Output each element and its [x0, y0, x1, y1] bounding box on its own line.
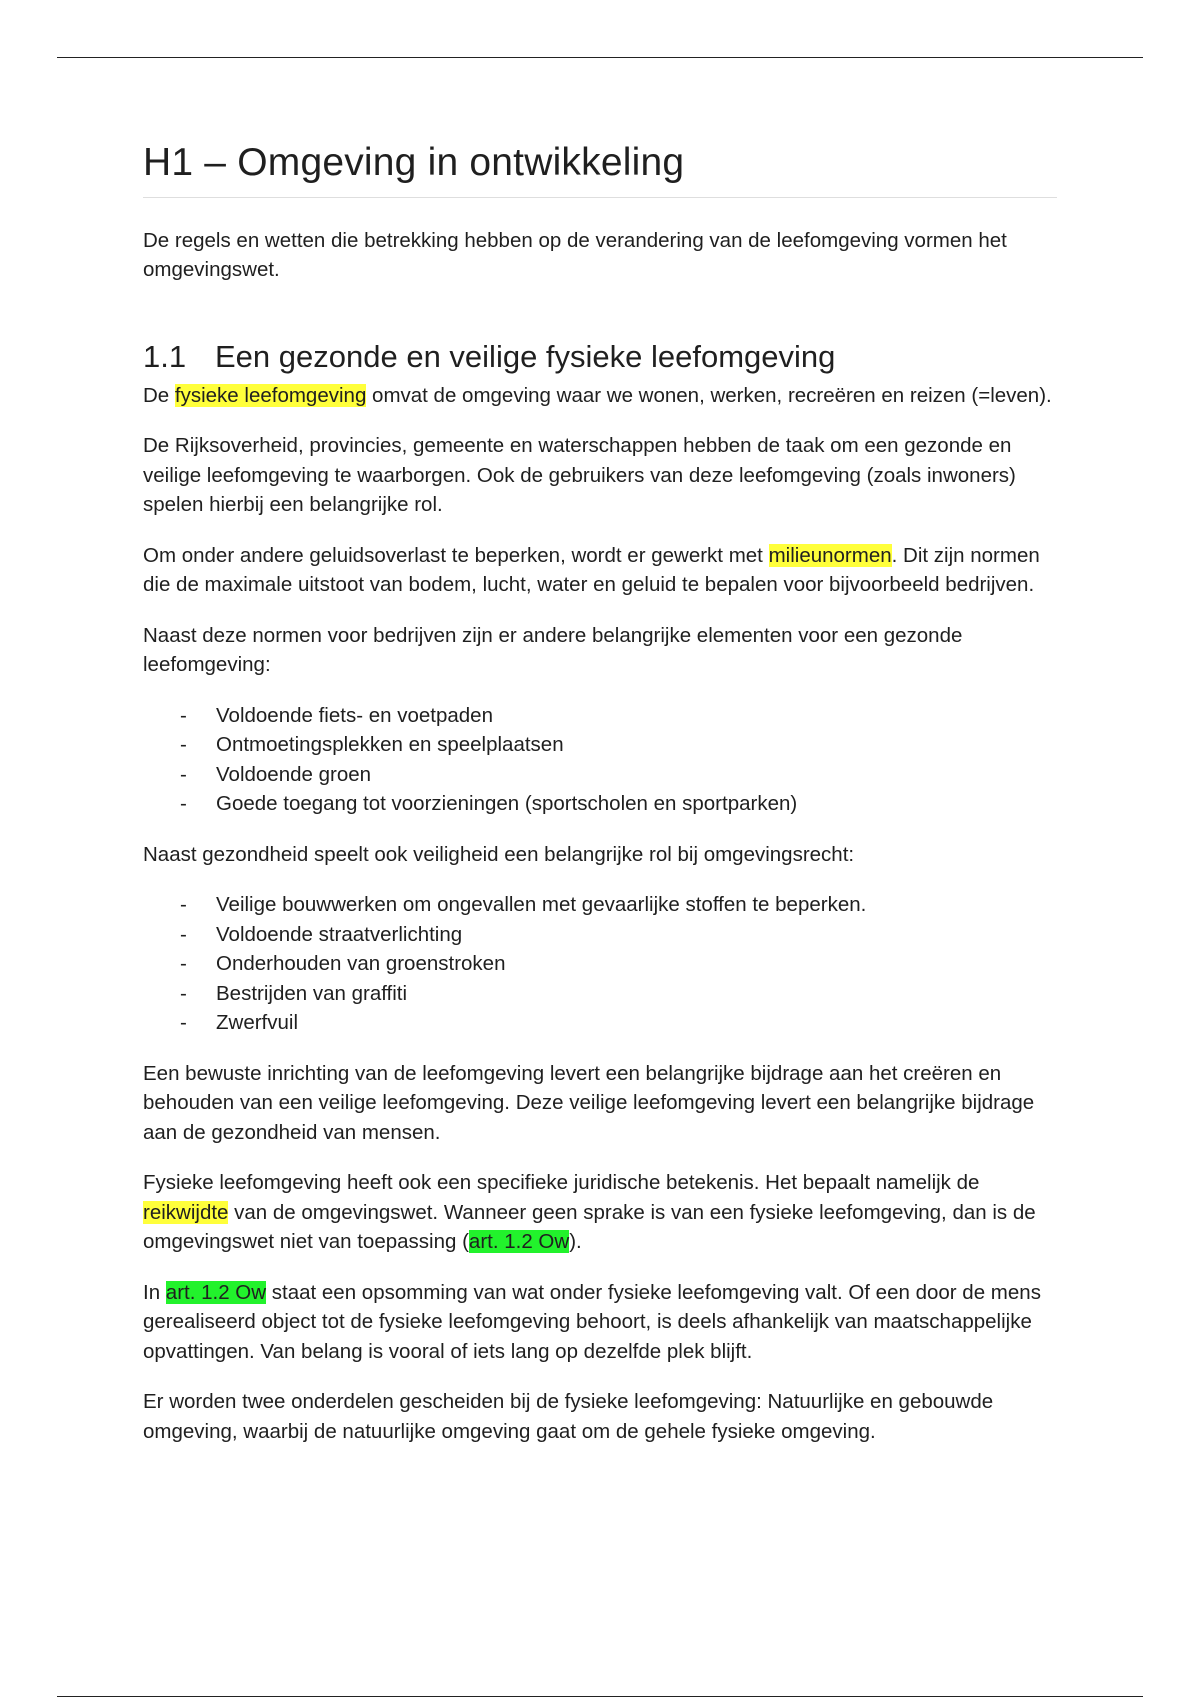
list-item-text: Ontmoetingsplekken en speelplaatsen	[216, 733, 564, 757]
list-item-text: Zwerfvuil	[216, 1011, 299, 1035]
page-title: H1 – Omgeving in ontwikkeling	[143, 140, 1057, 198]
list-item	[143, 789, 1057, 819]
page-bottom-rule	[57, 1696, 1143, 1697]
list-item	[143, 1008, 1057, 1038]
list-item	[143, 979, 1057, 1009]
paragraph-fysieke-leefomgeving	[143, 381, 1057, 411]
section-heading	[143, 338, 1057, 375]
highlight-article: art. 1.2 Ow	[165, 1280, 267, 1304]
list-item	[143, 920, 1057, 950]
text-run: De	[143, 383, 175, 407]
list-marker: -	[180, 733, 187, 757]
list-veiligheid	[143, 890, 1057, 1038]
paragraph-overheden: De Rijksoverheid, provincies, gemeente en waterschappen hebben de taak om een gezonde en veilige leefomgeving te waarborgen. Ook de gebruikers van deze leefomgeving (zoals inwoners) spelen hierbij een belangrijke rol.	[143, 434, 1016, 517]
list-item-text: Voldoende fiets- en voetpaden	[216, 703, 493, 727]
text-run: ).	[569, 1230, 582, 1254]
list-gezonde-leefomgeving	[143, 701, 1057, 819]
list-marker: -	[180, 792, 187, 816]
section-title: Een gezonde en veilige fysieke leefomgeving	[215, 338, 836, 374]
paragraph-juridische-betekenis	[143, 1168, 1057, 1257]
text-run: van de omgevingswet. Wanneer geen sprake is van een fysieke leefomgeving, dan is de omgevingswet niet van toepassing (	[143, 1200, 1036, 1254]
list-item-text: Onderhouden van groenstroken	[216, 952, 506, 976]
intro-paragraph: De regels en wetten die betrekking hebben op de verandering van de leefomgeving vormen het omgevingswet.	[143, 228, 1007, 282]
list-marker: -	[180, 1011, 187, 1035]
paragraph-onderdelen: Er worden twee onderdelen gescheiden bij de fysieke leefomgeving: Natuurlijke en gebouwde omgeving, waarbij de natuurlijke omgeving gaat om de gehele fysieke omgeving.	[143, 1390, 994, 1443]
list-item	[143, 949, 1057, 979]
list-marker: -	[180, 952, 187, 976]
highlight-term: milieunormen	[768, 543, 892, 567]
highlight-article: art. 1.2 Ow	[468, 1230, 570, 1254]
list-marker: -	[180, 893, 187, 917]
text-run: omvat de omgeving waar we wonen, werken, recreëren en reizen (=leven).	[366, 383, 1052, 407]
text-run: Fysieke leefomgeving heeft ook een specifieke juridische betekenis. Het bepaalt namelijk de	[143, 1171, 980, 1195]
list-item	[143, 701, 1057, 731]
highlight-term: fysieke leefomgeving	[174, 383, 367, 407]
paragraph-art-opsomming	[143, 1278, 1057, 1367]
highlight-term: reikwijdte	[143, 1200, 229, 1224]
paragraph-veiligheid-intro: Naast gezondheid speelt ook veiligheid een belangrijke rol bij omgevingsrecht:	[143, 842, 855, 866]
document-body	[143, 140, 1057, 1467]
paragraph-bewuste-inrichting: Een bewuste inrichting van de leefomgeving levert een belangrijke bijdrage aan het creëren en behouden van een veilige leefomgeving. Deze veilige leefomgeving levert een belangrijke bijdrage aan de gezondheid van mensen.	[143, 1061, 1035, 1144]
list-marker: -	[180, 762, 187, 786]
list-item	[143, 730, 1057, 760]
list-marker: -	[180, 922, 187, 946]
list-marker: -	[180, 703, 187, 727]
list-item	[143, 890, 1057, 920]
paragraph-elementen-intro: Naast deze normen voor bedrijven zijn er andere belangrijke elementen voor een gezonde leefomgeving:	[143, 623, 963, 677]
text-run: staat een opsomming van wat onder fysieke leefomgeving valt. Of een door de mens gerealiseerd object tot de fysieke leefomgeving behoort, is deels afhankelijk van maatschappelijke opvattingen. Van belang is vooral of iets lang op dezelfde plek blijft.	[143, 1280, 1041, 1363]
list-item-text: Voldoende groen	[216, 762, 372, 786]
paragraph-milieunormen	[143, 541, 1057, 600]
text-run: In	[143, 1280, 166, 1304]
list-item-text: Goede toegang tot voorzieningen (sportscholen en sportparken)	[216, 792, 798, 816]
page-top-rule	[57, 57, 1143, 58]
list-item-text: Veilige bouwwerken om ongevallen met gevaarlijke stoffen te beperken.	[216, 893, 867, 917]
list-marker: -	[180, 981, 187, 1005]
list-item-text: Voldoende straatverlichting	[216, 922, 463, 946]
text-run: Om onder andere geluidsoverlast te beperken, wordt er gewerkt met	[143, 543, 769, 567]
text-run: . Dit zijn normen die de maximale uitstoot van bodem, lucht, water en geluid te bepalen voor bijvoorbeeld bedrijven.	[143, 543, 1040, 597]
section-number: 1.1	[143, 338, 187, 374]
list-item	[143, 760, 1057, 790]
list-item-text: Bestrijden van graffiti	[216, 981, 408, 1005]
